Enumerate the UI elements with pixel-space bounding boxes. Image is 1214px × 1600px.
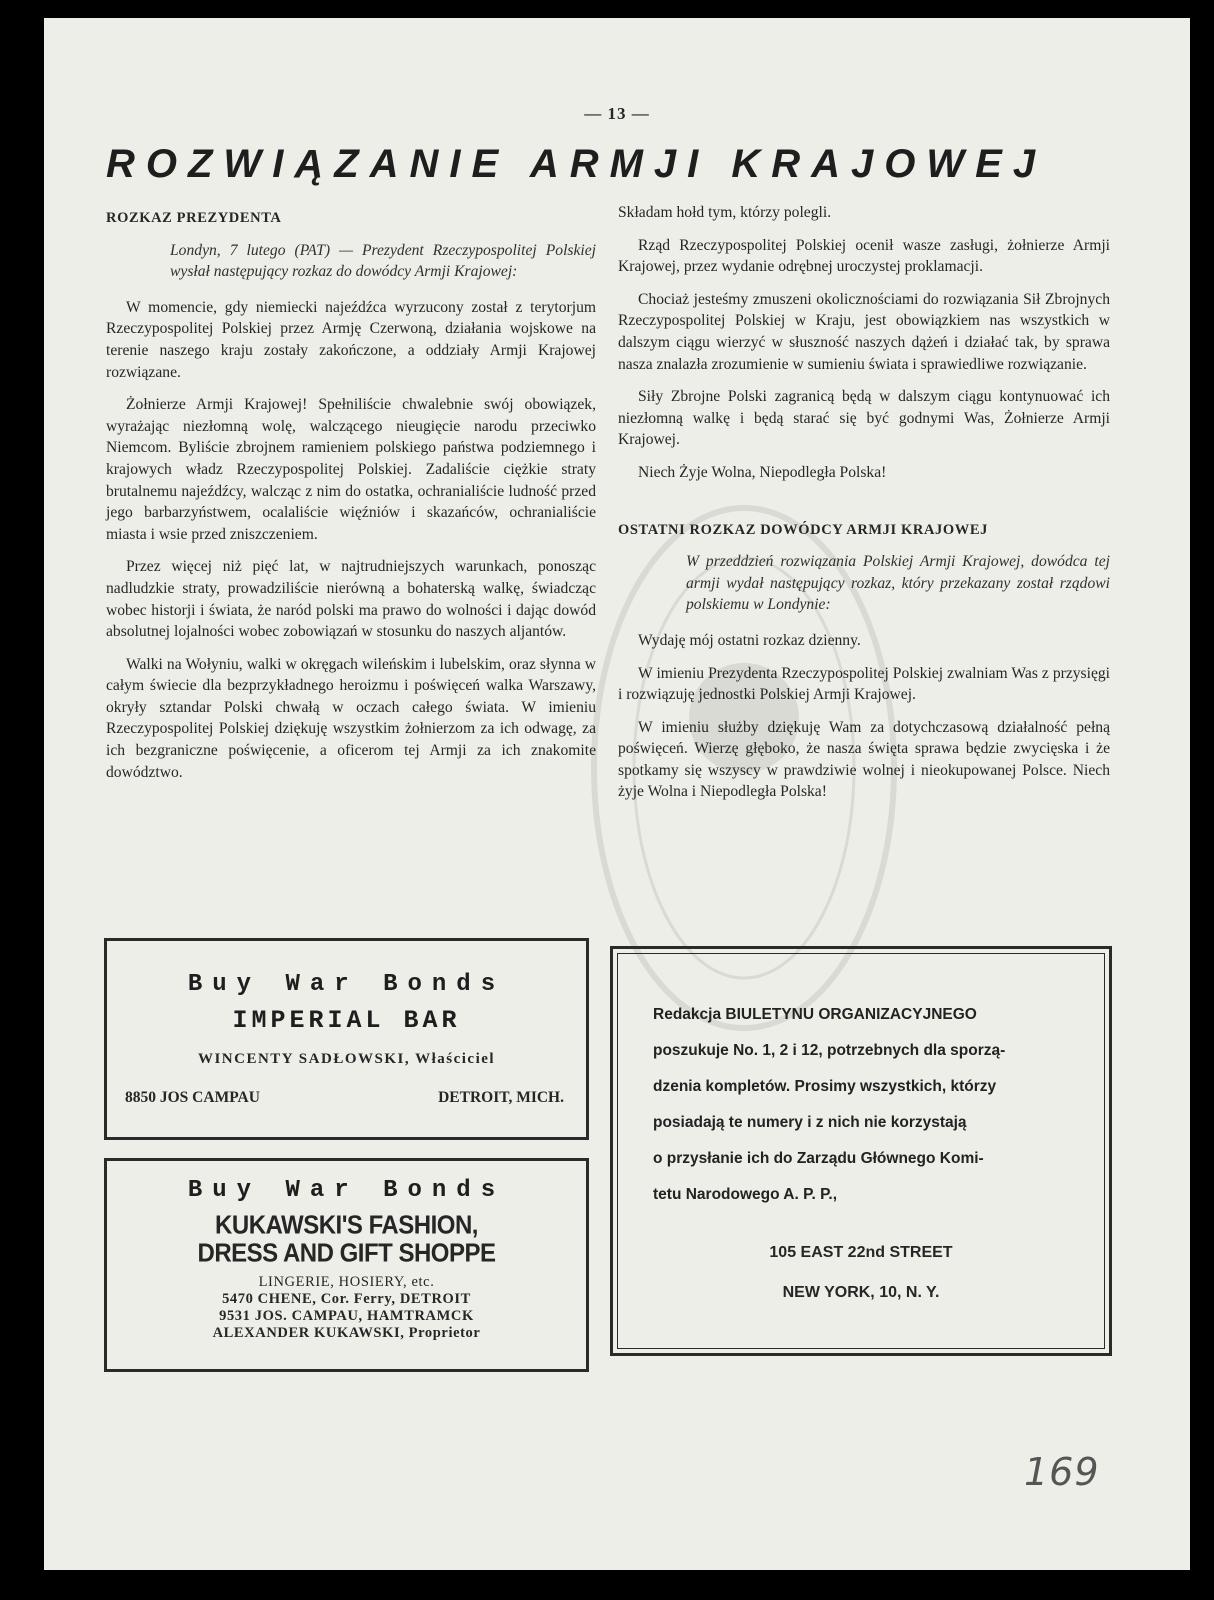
body-paragraph: Żołnierze Armji Krajowej! Spełniliście chwalebnie swój obowiązek, wyrażając niezłomną wolę, walczącego nieugięcie narodu przeciwko Niemcom. Byliście zbrojnem ramieniem polskiego państwa podziemnego i krajowych władz Rzeczypospolitej Polskiej. Zadaliście ciężkie straty brutalnemu najeźdźcy, walcząc z nim do ostatka, ochranialiście ludność przed jego barbarzyństwem, ocalaliście więźniów i skazańców, ochranialiście miasta i wsie przed zniszczeniem. bbox=[106, 396, 596, 543]
notice-line: poszukuje No. 1, 2 i 12, potrzebnych dla sporzą- bbox=[653, 1042, 1006, 1059]
notice-line: tetu Narodowego A. P. P., bbox=[653, 1186, 838, 1203]
ad-address-1: 5470 CHENE, Cor. Ferry, DETROIT bbox=[222, 1291, 471, 1307]
ad-slogan: Buy War Bonds bbox=[187, 1177, 506, 1204]
owner-name: WINCENTY SADŁOWSKI, bbox=[197, 1051, 411, 1067]
document-page bbox=[44, 18, 1190, 1570]
page-number: — 13 — bbox=[584, 104, 650, 123]
ad-address-row bbox=[125, 1089, 564, 1107]
notice-line: dzenia kompletów. Prosimy wszystkich, którzy bbox=[653, 1078, 997, 1095]
ad-owner bbox=[107, 1051, 586, 1068]
body-paragraph: Chociaż jesteśmy zmuszeni okolicznościami do rozwiązania Sił Zbrojnych Rzeczypospolitej Polskiej w Kraju, jest obowiązkiem nas wszystkich w dalszym ciągu wierzyć w słuszność naszych dążeń i działać tak, by sprawa nasza znalazła zrozumienie w sumieniu świata i sprawiedliwe rozwiązanie. bbox=[618, 290, 1110, 373]
page-title: ROZWIĄZANIE ARMJI KRAJOWEJ bbox=[106, 142, 1047, 186]
notice-line: Redakcja BIULETYNU ORGANIZACYJNEGO bbox=[653, 1006, 977, 1023]
notice-line: o przysłanie ich do Zarządu Głównego Komi- bbox=[653, 1150, 984, 1167]
body-paragraph: W imieniu służby dziękuję Wam za dotychczasową działalność pełną poświęceń. Wierzę głęboko, że nasza święta sprawa będzie zwycięska i że spotkamy się wszyscy w prawdziwie wolnej i nieokupowanej Polsce. Niech żyje Wolna i Niepodległa Polska! bbox=[618, 718, 1110, 801]
body-paragraph: Niech Żyje Wolna, Niepodległa Polska! bbox=[638, 463, 887, 481]
body-paragraph: Składam hołd tym, którzy polegli. bbox=[618, 204, 832, 221]
ad-business-name-line1: KUKAWSKI'S FASHION, bbox=[215, 1210, 478, 1241]
notice-text bbox=[653, 997, 1069, 1213]
notice-address bbox=[613, 1233, 1109, 1313]
section-heading-commander-order: OSTATNI ROZKAZ DOWÓDCY ARMJI KRAJOWEJ bbox=[618, 521, 988, 538]
notice-city: NEW YORK, 10, N. Y. bbox=[782, 1284, 940, 1301]
notice-street: 105 EAST 22nd STREET bbox=[769, 1244, 953, 1261]
ad-imperial-bar bbox=[104, 938, 589, 1140]
notice-box bbox=[610, 946, 1112, 1356]
body-paragraph: Walki na Wołyniu, walki w okręgach wileńskim i lubelskim, oraz słynna w całym świecie dla bezprzykładnego heroizmu i poświęceń walka Warszawy, okryły sztandar Polski chwałą w oczach całego świata. W imieniu Rzeczypospolitej Polskiej dziękuję wszystkim żołnierzom za ich odwagę, za ich bezgraniczne poświęcenie, a oficerom tej Armji za ich znakomite dowództwo. bbox=[106, 655, 596, 781]
body-paragraph: W momencie, gdy niemiecki najeźdźca wyrzucony został z terytorjum Rzeczypospolitej Polskiej przez Armję Czerwoną, działania wojskowe na terenie naszego kraju zostały zakończone, a oddziały Armji Krajowej rozwiązane. bbox=[106, 298, 596, 381]
lead-paragraph: Londyn, 7 lutego (PAT) — Prezydent Rzeczypospolitej Polskiej wysłał następujący rozkaz do dowódcy Armji Krajowej: bbox=[170, 241, 596, 281]
ad-proprietor: ALEXANDER KUKAWSKI, Proprietor bbox=[212, 1325, 481, 1341]
body-paragraph: W imieniu Prezydenta Rzeczypospolitej Polskiej zwalniam Was z przysięgi i rozwiązuję jednostki Polskiej Armji Krajowej. bbox=[618, 664, 1110, 704]
ad-business-name-line2: DRESS AND GIFT SHOPPE bbox=[197, 1238, 496, 1269]
ad-street: 8850 JOS CAMPAU bbox=[125, 1089, 260, 1106]
ad-business-name: IMPERIAL BAR bbox=[232, 1006, 461, 1035]
ad-slogan: Buy War Bonds bbox=[187, 971, 506, 998]
body-paragraph: Przez więcej niż pięć lat, w najtrudniejszych warunkach, ponosząc nadludzkie straty, prowadziliście nierówną a bohaterską walkę, świadcząc wobec historji i świata, że naród polski ma prawo do wolności i dając dowód absolutnej lojalności wobec zobowiązań w stosunku do naszych aljantów. bbox=[106, 558, 596, 641]
ad-kukawski-fashion bbox=[104, 1158, 589, 1372]
ad-goods: LINGERIE, HOSIERY, etc. bbox=[258, 1274, 435, 1290]
body-paragraph: Wydaję mój ostatni rozkaz dzienny. bbox=[638, 631, 861, 649]
section-heading-president-order: ROZKAZ PREZYDENTA bbox=[106, 210, 282, 226]
notice-line: posiadają te numery i z nich nie korzystają bbox=[653, 1114, 967, 1131]
right-column bbox=[618, 202, 1110, 814]
left-column bbox=[106, 208, 596, 794]
ad-city: DETROIT, MICH. bbox=[438, 1089, 564, 1106]
handwritten-page-number: 169 bbox=[1024, 1450, 1100, 1494]
lead-paragraph: W przeddzień rozwiązania Polskiej Armji Krajowej, dowódca tej armji wydał następujący rozkaz, który przekazany został rządowi polskiemu w Londynie: bbox=[686, 553, 1110, 614]
ad-address-2: 9531 JOS. CAMPAU, HAMTRAMCK bbox=[219, 1308, 474, 1324]
body-paragraph: Rząd Rzeczypospolitej Polskiej ocenił wasze zasługi, żołnierze Armji Krajowej, przez wydanie odrębnej uroczystej proklamacji. bbox=[618, 236, 1110, 276]
body-paragraph: Siły Zbrojne Polski zagranicą będą w dalszym ciągu kontynuować ich niezłomną walkę i będą starać się być godnymi Was, Żołnierze Armji Krajowej. bbox=[618, 388, 1110, 449]
owner-title: Właściciel bbox=[415, 1051, 496, 1067]
